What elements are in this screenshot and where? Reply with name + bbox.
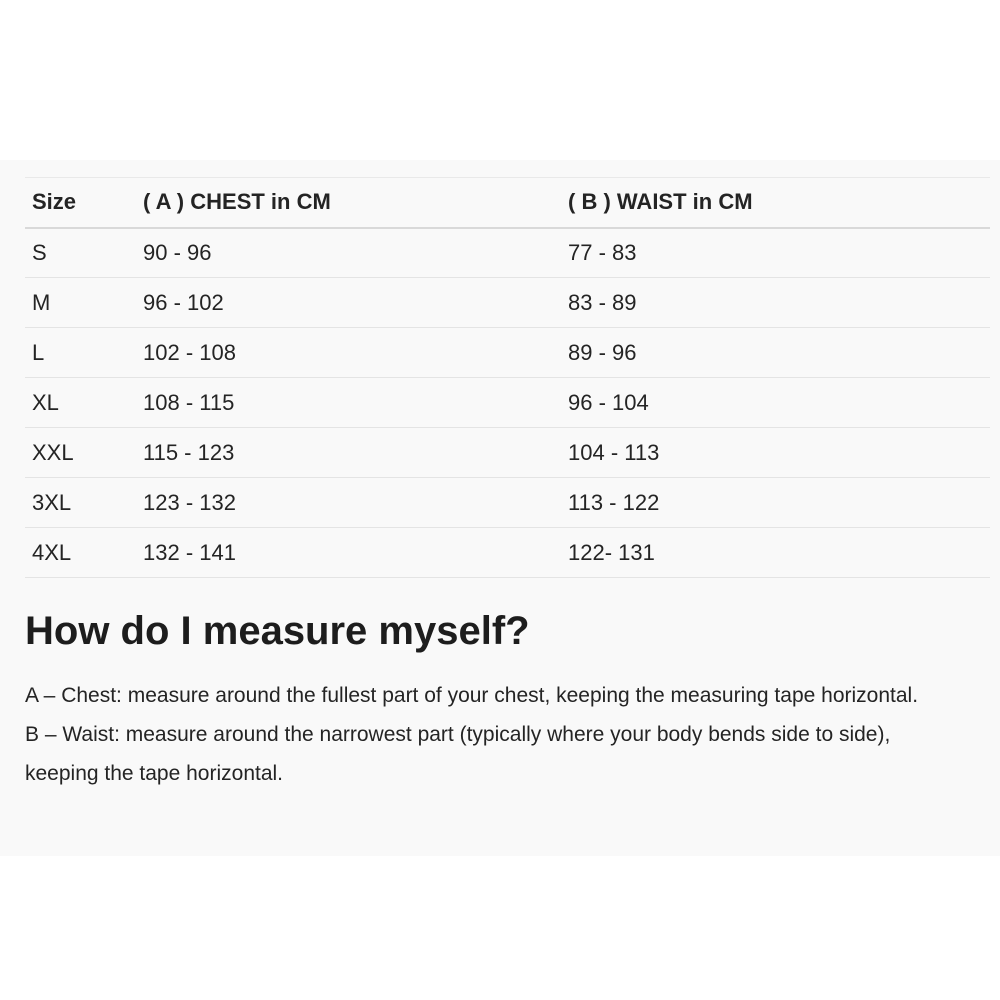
- table-row: [25, 378, 990, 428]
- column-header-chest: ( A ) CHEST in CM: [136, 178, 561, 228]
- table-row: [25, 478, 990, 528]
- chest-cell: 132 - 141: [136, 528, 561, 578]
- table-row: [25, 328, 990, 378]
- column-header-waist: ( B ) WAIST in CM: [561, 178, 990, 228]
- waist-cell: 96 - 104: [561, 378, 990, 428]
- chest-cell: 102 - 108: [136, 328, 561, 378]
- waist-cell: 122- 131: [561, 528, 990, 578]
- size-cell: S: [25, 228, 136, 278]
- waist-cell: 89 - 96: [561, 328, 990, 378]
- size-cell: 3XL: [25, 478, 136, 528]
- size-cell: XL: [25, 378, 136, 428]
- chest-cell: 108 - 115: [136, 378, 561, 428]
- size-chart-header-row: [25, 178, 990, 228]
- table-row: [25, 278, 990, 328]
- waist-cell: 113 - 122: [561, 478, 990, 528]
- size-guide-panel: [0, 160, 1000, 856]
- size-chart-table: [25, 177, 990, 578]
- chest-instruction: A – Chest: measure around the fullest part of your chest, keeping the measuring tape horizontal.: [25, 684, 919, 707]
- chest-cell: 96 - 102: [136, 278, 561, 328]
- chest-cell: 123 - 132: [136, 478, 561, 528]
- table-row: [25, 528, 990, 578]
- size-cell: 4XL: [25, 528, 136, 578]
- chest-cell: 90 - 96: [136, 228, 561, 278]
- how-to-measure-heading: How do I measure myself?: [25, 609, 530, 653]
- size-cell: M: [25, 278, 136, 328]
- waist-cell: 104 - 113: [561, 428, 990, 478]
- table-row: [25, 428, 990, 478]
- waist-cell: 77 - 83: [561, 228, 990, 278]
- how-to-measure-text: [25, 676, 965, 793]
- waist-cell: 83 - 89: [561, 278, 990, 328]
- size-cell: L: [25, 328, 136, 378]
- column-header-size: Size: [25, 178, 136, 228]
- chest-cell: 115 - 123: [136, 428, 561, 478]
- size-cell: XXL: [25, 428, 136, 478]
- table-row: [25, 228, 990, 278]
- waist-instruction: B – Waist: measure around the narrowest part (typically where your body bends side to side), keeping the tape horizontal.: [25, 723, 891, 785]
